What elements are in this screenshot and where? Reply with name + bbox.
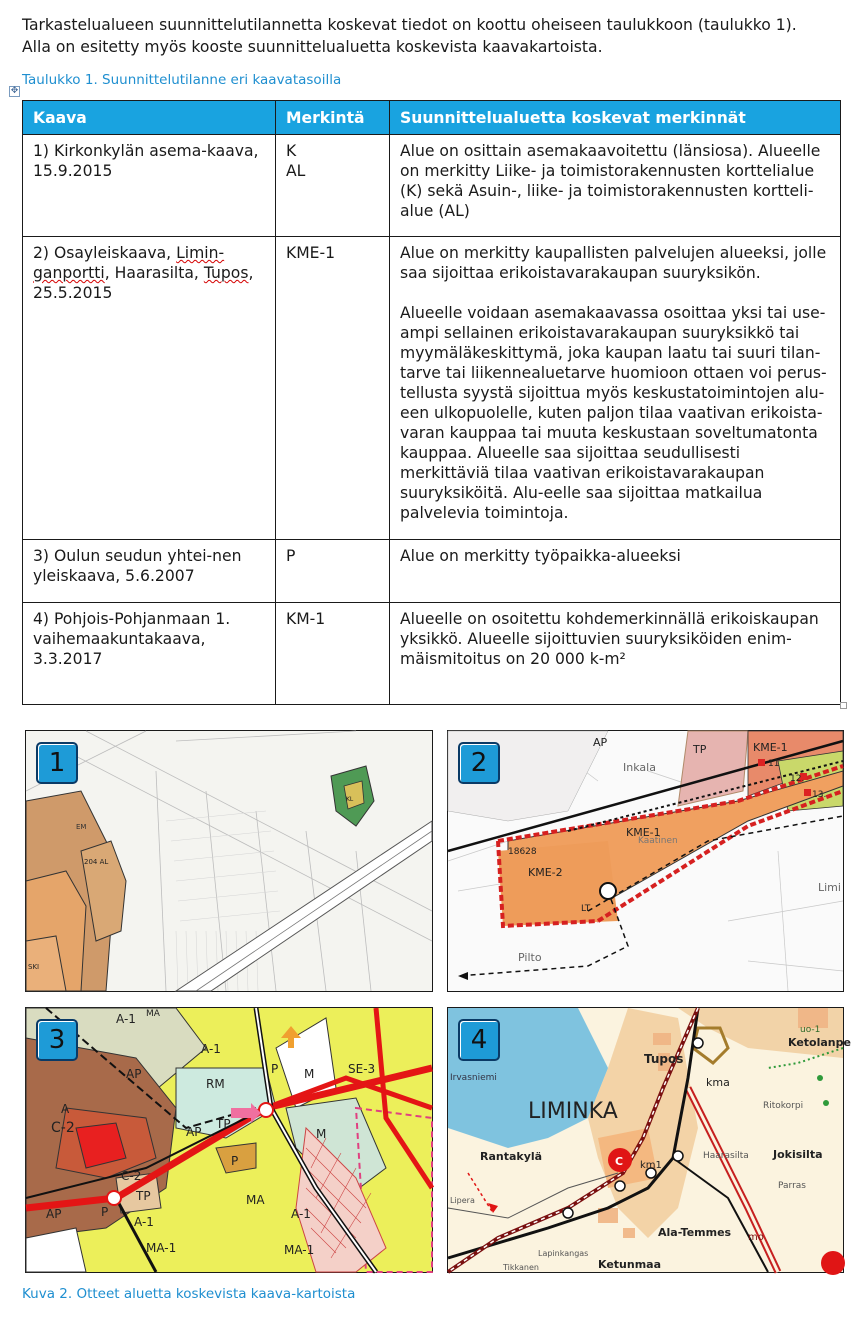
table-row	[23, 540, 841, 603]
map-1-badge: 1	[36, 742, 78, 784]
map3-label-p-1: P	[271, 1062, 279, 1076]
map-1-drawing	[26, 731, 432, 991]
map4-label-ketolanpe: Ketolanpe	[788, 1036, 851, 1049]
map3-label-ap-1: AP	[126, 1067, 142, 1081]
row4-text: Alueelle on osoitettu kohdemerkinnällä erikoiskaupan yksikkö. Alueelle sijoittuvien suuryksiköiden enim-mäismitoitus on 20 000 k-m²	[390, 603, 841, 705]
map1-label-kl: KL	[346, 796, 354, 803]
map2-label-lt: LT	[581, 904, 591, 914]
map2-label-kme2: KME-2	[528, 866, 563, 879]
map2-label-kme1-top: KME-1	[753, 741, 788, 754]
table-caption: Taulukko 1. Suunnittelutilanne eri kaavatasoilla	[22, 72, 342, 88]
header-merkinnat: Suunnittelualuetta koskevat merkinnät	[390, 101, 841, 135]
figure-caption: Kuva 2. Otteet aluetta koskevista kaava-kartoista	[22, 1286, 356, 1302]
map-4-badge: 4	[458, 1019, 500, 1061]
table-move-handle-icon[interactable]: ✥	[10, 86, 19, 96]
map3-label-p-2: P	[231, 1154, 239, 1168]
map2-label-kaatinen: Kaatinen	[638, 836, 678, 846]
map3-label-a: A	[61, 1102, 70, 1116]
intro-line-1: Tarkastelualueen suunnittelutilannetta koskevat tiedot on koottu oheiseen taulukkoon (taulukko 1).	[22, 16, 797, 34]
map4-label-jokisilta: Jokisilta	[773, 1148, 823, 1161]
map3-label-ma1-2: MA-1	[284, 1243, 315, 1257]
row2-kaava-e: , 25.5.2015	[33, 264, 254, 302]
row2-kaava-c: , Haarasilta,	[104, 264, 204, 282]
map-1	[25, 730, 433, 992]
map3-label-c2-2: C-2	[121, 1169, 142, 1183]
map3-label-rm: RM	[206, 1077, 225, 1091]
table-row	[23, 603, 841, 705]
row4-kaava: 4) Pohjois-Pohjanmaan 1. vaihemaakuntakaava, 3.3.2017	[23, 603, 276, 705]
map4-label-parras: Parras	[778, 1181, 806, 1191]
map-4	[447, 1007, 851, 1273]
row1-text: Alue on osittain asemakaavoitettu (länsiosa). Alueelle on merkitty Liike- ja toimistorakennusten korttelialue (K) sekä Asuin-, liike- ja toimistorakennusten kortteli-alue (AL)	[390, 135, 841, 237]
row3-text: Alue on merkitty työpaikka-alueeksi	[390, 540, 841, 603]
map-3	[25, 1007, 433, 1273]
map4-label-tupos: Tupos	[644, 1052, 684, 1066]
row2-text	[390, 237, 841, 540]
map3-label-ap-2: AP	[186, 1125, 202, 1139]
map4-label-km1: km1	[640, 1160, 662, 1171]
map4-label-kma: kma	[706, 1076, 730, 1089]
map3-label-a1-mid: A-1	[201, 1042, 221, 1056]
map1-label-al: 204 AL	[84, 858, 109, 866]
table-header-row	[23, 101, 841, 135]
map4-label-uo1: uo-1	[800, 1025, 821, 1035]
map4-label-haarasilta: Haarasilta	[703, 1151, 749, 1161]
map-2	[447, 730, 844, 992]
row2-kaava	[23, 237, 276, 540]
map3-label-a1-3: A-1	[134, 1215, 154, 1229]
map-4-drawing	[448, 1008, 851, 1272]
map1-label-em: EM	[76, 823, 87, 831]
map3-label-a1-4: A-1	[291, 1207, 311, 1221]
map1-label-ski: SKI	[28, 963, 40, 971]
row3-kaava: 3) Oulun seudun yhtei-nen yleiskaava, 5.6.2007	[23, 540, 276, 603]
map2-label-13: 13.	[812, 790, 827, 800]
row3-merkinta: P	[276, 540, 390, 603]
map3-label-ma: MA	[246, 1193, 265, 1207]
map4-label-lapinkangas: Lapinkangas	[538, 1249, 589, 1258]
row1-merkinta	[276, 135, 390, 237]
intro-line-2: Alla on esitetty myös kooste suunnittelualuetta koskevista kaavakartoista.	[22, 38, 603, 56]
map3-label-c2-1: C-2	[51, 1120, 75, 1136]
table-row	[23, 135, 841, 237]
map4-label-rantakyla: Rantakylä	[480, 1150, 543, 1163]
map3-label-ma1-1: MA-1	[146, 1241, 177, 1255]
planning-table	[22, 100, 841, 705]
map-3-badge: 3	[36, 1019, 78, 1061]
header-kaava: Kaava	[23, 101, 276, 135]
map2-label-road: 18628	[508, 847, 537, 857]
row2-merkinta: KME-1	[276, 237, 390, 540]
map2-label-kme1: KME-1	[626, 826, 661, 839]
map2-label-inkala: Inkala	[623, 761, 656, 774]
map4-label-tikkanen: Tikkanen	[503, 1263, 539, 1272]
map3-label-a1-top: A-1	[116, 1012, 136, 1026]
map2-label-12: 12.	[790, 774, 805, 784]
row2-text-1: Alue on merkitty kaupallisten palvelujen alueeksi, jolle saa sijoittaa erikoistavarakaupan suuryksikön.	[400, 244, 827, 282]
row4-merkinta: KM-1	[276, 603, 390, 705]
row1-merkinta-k: K	[286, 142, 297, 160]
map3-label-tp-1: TP	[216, 1117, 231, 1131]
map-3-drawing	[26, 1008, 432, 1272]
map-2-badge: 2	[458, 742, 500, 784]
map3-label-ap-3: AP	[46, 1207, 62, 1221]
table-row	[23, 237, 841, 540]
row2-kaava-d: Tupos	[203, 264, 249, 282]
map3-label-m-2: M	[316, 1127, 327, 1141]
map3-label-m-1: M	[304, 1067, 315, 1081]
map3-label-ma-top: MA	[146, 1009, 160, 1019]
header-merkinta: Merkintä	[276, 101, 390, 135]
intro-text	[22, 14, 852, 58]
row1-merkinta-al: AL	[286, 162, 306, 180]
row2-kaava-a: 2) Osayleiskaava,	[33, 244, 177, 262]
map3-label-p-3: P	[101, 1205, 109, 1219]
map2-label-tp: TP	[693, 743, 707, 756]
map4-label-liminka: LIMINKA	[528, 1099, 618, 1124]
map3-label-se3: SE-3	[348, 1062, 376, 1076]
map4-label-ketunmaa: Ketunmaa	[598, 1258, 662, 1271]
map4-label-alatemmes: Ala-Temmes	[658, 1226, 732, 1239]
map4-label-lipera: Lipera	[450, 1196, 475, 1205]
row1-kaava: 1) Kirkonkylän asema-kaava, 15.9.2015	[23, 135, 276, 237]
map4-label-mo: mo	[748, 1232, 764, 1243]
map4-label-c: C	[615, 1155, 624, 1168]
map2-label-pilto: Pilto	[518, 951, 542, 964]
row2-kaava-b: Limin-ganportti	[33, 244, 225, 282]
map4-label-irvasniemi: Irvasniemi	[450, 1073, 497, 1083]
map-2-drawing	[448, 731, 843, 991]
table-resize-handle[interactable]	[840, 702, 847, 709]
map4-label-ritokorpi: Ritokorpi	[763, 1101, 804, 1111]
map2-label-limi: Limi	[818, 881, 841, 894]
map3-label-tp-2: TP	[136, 1189, 151, 1203]
map2-label-11: 11	[768, 759, 780, 769]
map2-label-ap: AP	[593, 736, 608, 749]
row2-text-2: Alueelle voidaan asemakaavassa osoittaa yksi tai use-ampi sellainen erikoistavarakaupan suuryksikkö tai myymäläkeskittymä, joka kaupan laatu tai suuri tilan-tarve tai liikennealuetarve huomioon ottaen voi perus-tellusta syystä sijoittua myös keskustatoimintojen alu-een ulkopuolelle, kuten paljon tilaa vaativan erikoista-varan kauppaa tai muuta keskustaan soveltumatonta kauppaa. Alueelle saa sijoittaa seudullisesti merkittäviä tilaa vaativan erikoistavarakaupan suuryksiköitä. Alu-eelle saa sijoittaa matkailua palvelevia toimintoja.	[400, 304, 827, 522]
